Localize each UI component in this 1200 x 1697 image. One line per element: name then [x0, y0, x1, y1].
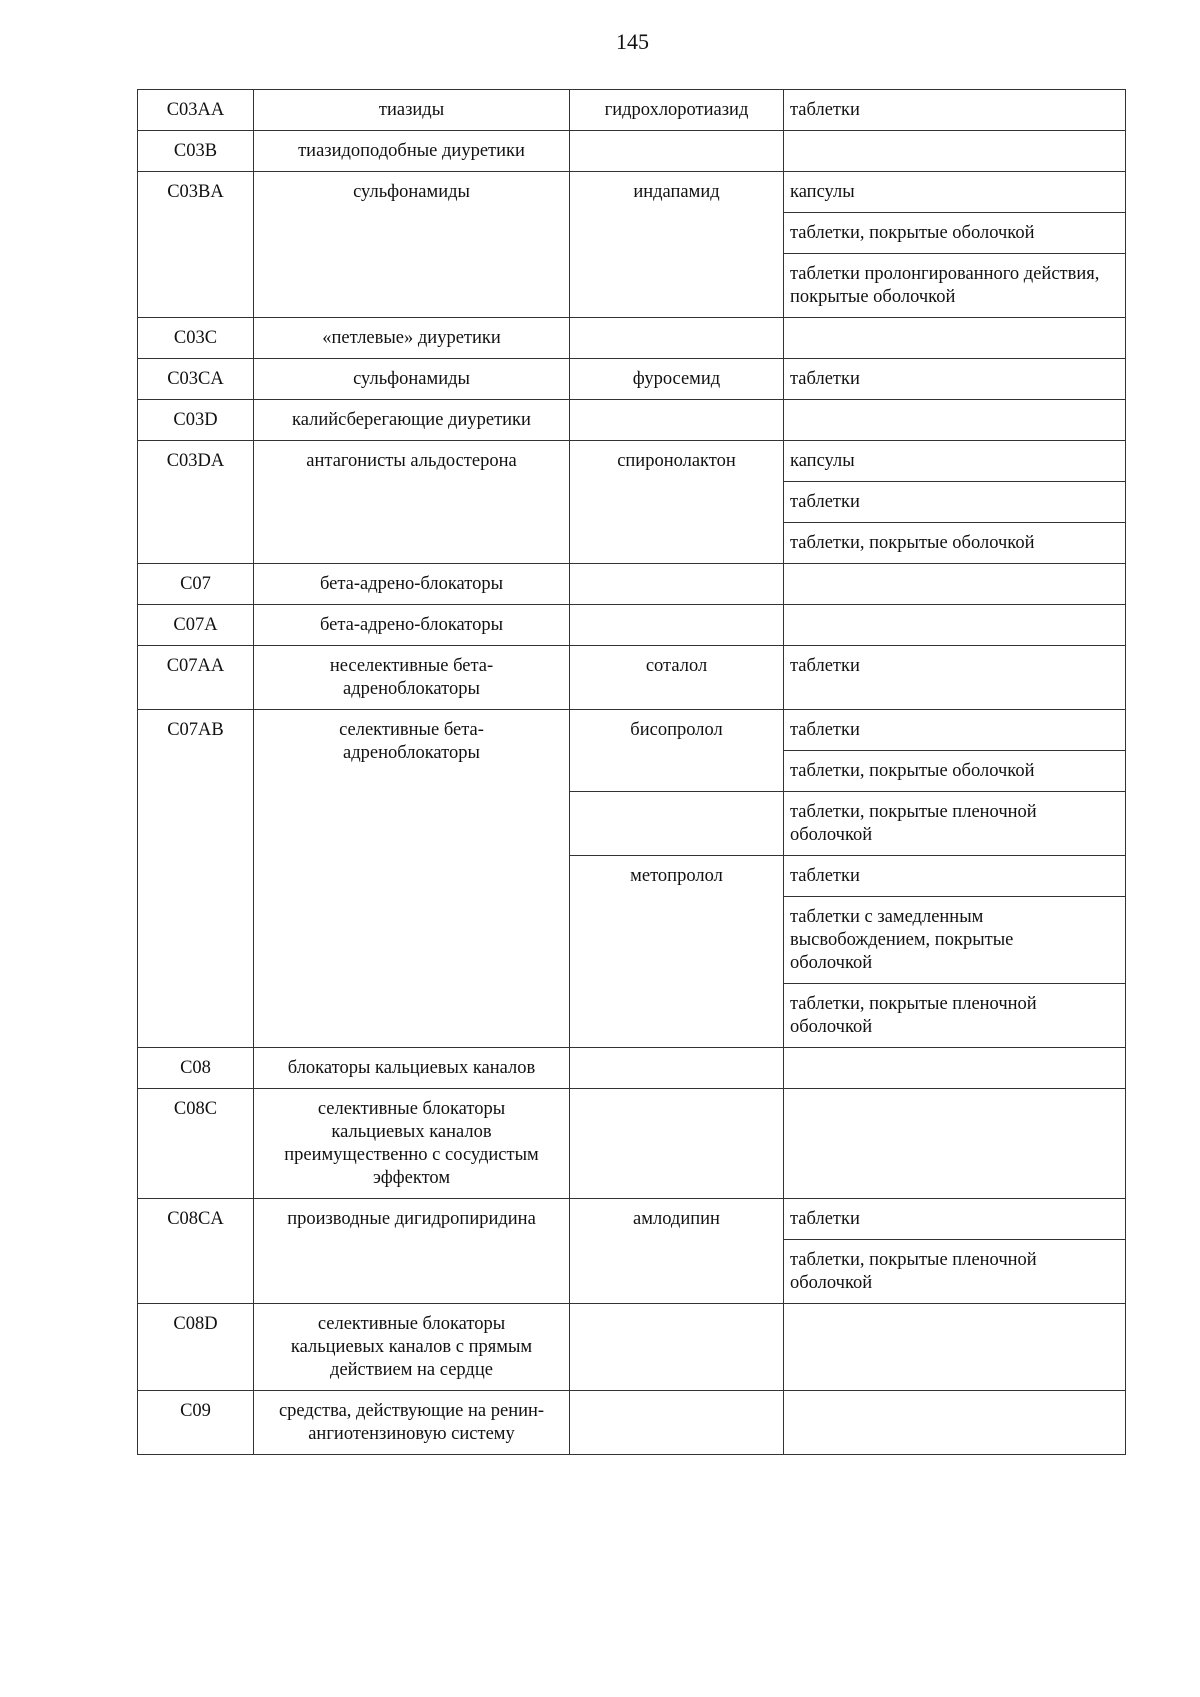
substance-cell: фуросемид — [570, 359, 784, 400]
page-number: 145 — [616, 29, 649, 54]
atc-code-cell: C03DA — [138, 441, 254, 564]
table-row — [138, 172, 1126, 213]
group-text: селективные блокаторы кальциевых каналов с прямым действием на сердце — [290, 1314, 533, 1380]
substance-cell: метопролол — [570, 856, 784, 1048]
atc-code-cell: C03AA — [138, 90, 254, 131]
group-cell: блокаторы кальциевых каналов — [254, 1048, 570, 1089]
group-cell: бета-адрено-блокаторы — [254, 605, 570, 646]
dosage-form-cell — [784, 564, 1126, 605]
substance-cell: бисопролол — [570, 710, 784, 792]
dosage-form-cell — [784, 605, 1126, 646]
atc-code-cell: C03D — [138, 400, 254, 441]
atc-code-cell: C08 — [138, 1048, 254, 1089]
dosage-form-cell: таблетки, покрытые пленочной оболочкой — [784, 1240, 1126, 1304]
dosage-form-cell: таблетки — [784, 90, 1126, 131]
atc-code-cell: C03CA — [138, 359, 254, 400]
table-row — [138, 1304, 1126, 1391]
group-cell — [254, 1304, 570, 1391]
group-text: селективные бета-адреноблокаторы — [339, 720, 484, 763]
atc-code-cell: C07 — [138, 564, 254, 605]
atc-code-cell: C07AA — [138, 646, 254, 710]
group-cell: «петлевые» диуретики — [254, 318, 570, 359]
group-cell: тиазидоподобные диуретики — [254, 131, 570, 172]
atc-code-cell: C08C — [138, 1089, 254, 1199]
atc-code-cell: C09 — [138, 1391, 254, 1455]
group-cell — [254, 1089, 570, 1199]
dosage-form-cell: таблетки — [784, 710, 1126, 751]
dosage-form-text: таблетки с замедленным высвобождением, покрытые оболочкой — [790, 907, 1014, 973]
table-row — [138, 318, 1126, 359]
atc-drug-table — [137, 89, 1126, 1455]
table-row — [138, 1089, 1126, 1199]
atc-code-cell: C03BA — [138, 172, 254, 318]
dosage-form-cell: капсулы — [784, 441, 1126, 482]
table-row — [138, 90, 1126, 131]
dosage-form-cell: таблетки, покрытые оболочкой — [784, 523, 1126, 564]
substance-cell: спиронолактон — [570, 441, 784, 564]
group-cell: бета-адрено-блокаторы — [254, 564, 570, 605]
substance-cell — [570, 792, 784, 856]
atc-code-cell: C07A — [138, 605, 254, 646]
group-cell: производные дигидропиридина — [254, 1199, 570, 1304]
dosage-form-cell: таблетки, покрытые пленочной оболочкой — [784, 792, 1126, 856]
atc-code-cell: C03B — [138, 131, 254, 172]
table-row — [138, 1199, 1126, 1240]
table-row — [138, 710, 1126, 751]
dosage-form-cell — [784, 131, 1126, 172]
atc-code-cell: C08D — [138, 1304, 254, 1391]
substance-cell — [570, 1304, 784, 1391]
dosage-form-cell: таблетки, покрытые оболочкой — [784, 213, 1126, 254]
substance-cell — [570, 564, 784, 605]
group-cell: сульфонамиды — [254, 172, 570, 318]
dosage-form-cell: таблетки, покрытые пленочной оболочкой — [784, 984, 1126, 1048]
dosage-form-cell — [784, 318, 1126, 359]
dosage-form-cell — [784, 1048, 1126, 1089]
dosage-form-cell: таблетки — [784, 359, 1126, 400]
table-row — [138, 131, 1126, 172]
substance-cell — [570, 605, 784, 646]
table-row — [138, 646, 1126, 710]
substance-cell — [570, 1391, 784, 1455]
table-row — [138, 605, 1126, 646]
substance-cell: амлодипин — [570, 1199, 784, 1304]
dosage-form-cell: таблетки — [784, 1199, 1126, 1240]
table-row — [138, 564, 1126, 605]
dosage-form-cell: таблетки — [784, 856, 1126, 897]
table-row — [138, 1391, 1126, 1455]
dosage-form-cell — [784, 1304, 1126, 1391]
table-row — [138, 359, 1126, 400]
table-row — [138, 1048, 1126, 1089]
dosage-form-cell: таблетки пролонгированного действия, покрытые оболочкой — [784, 254, 1126, 318]
dosage-form-cell — [784, 400, 1126, 441]
dosage-form-cell: таблетки — [784, 482, 1126, 523]
dosage-form-cell — [784, 897, 1126, 984]
group-cell: антагонисты альдостерона — [254, 441, 570, 564]
substance-cell: индапамид — [570, 172, 784, 318]
substance-cell — [570, 1048, 784, 1089]
dosage-form-cell: таблетки, покрытые оболочкой — [784, 751, 1126, 792]
atc-code-cell: C03C — [138, 318, 254, 359]
substance-cell — [570, 1089, 784, 1199]
table-row — [138, 400, 1126, 441]
group-cell: сульфонамиды — [254, 359, 570, 400]
group-cell — [254, 710, 570, 1048]
dosage-form-cell: таблетки — [784, 646, 1126, 710]
group-cell — [254, 1391, 570, 1455]
table-row — [138, 441, 1126, 482]
group-cell: тиазиды — [254, 90, 570, 131]
atc-code-cell: C07AB — [138, 710, 254, 1048]
substance-cell: соталол — [570, 646, 784, 710]
group-text: селективные блокаторы кальциевых каналов преимущественно с сосудистым эффектом — [284, 1099, 539, 1188]
substance-cell — [570, 131, 784, 172]
group-cell — [254, 646, 570, 710]
substance-cell: гидрохлоротиазид — [570, 90, 784, 131]
group-text: средства, действующие на ренин-ангиотензиновую систему — [278, 1401, 545, 1444]
substance-cell — [570, 318, 784, 359]
dosage-form-cell — [784, 1089, 1126, 1199]
substance-cell — [570, 400, 784, 441]
dosage-form-cell: капсулы — [784, 172, 1126, 213]
group-cell: калийсберегающие диуретики — [254, 400, 570, 441]
atc-code-cell: C08CA — [138, 1199, 254, 1304]
group-text: неселективные бета-адреноблокаторы — [329, 656, 494, 699]
dosage-form-cell — [784, 1391, 1126, 1455]
